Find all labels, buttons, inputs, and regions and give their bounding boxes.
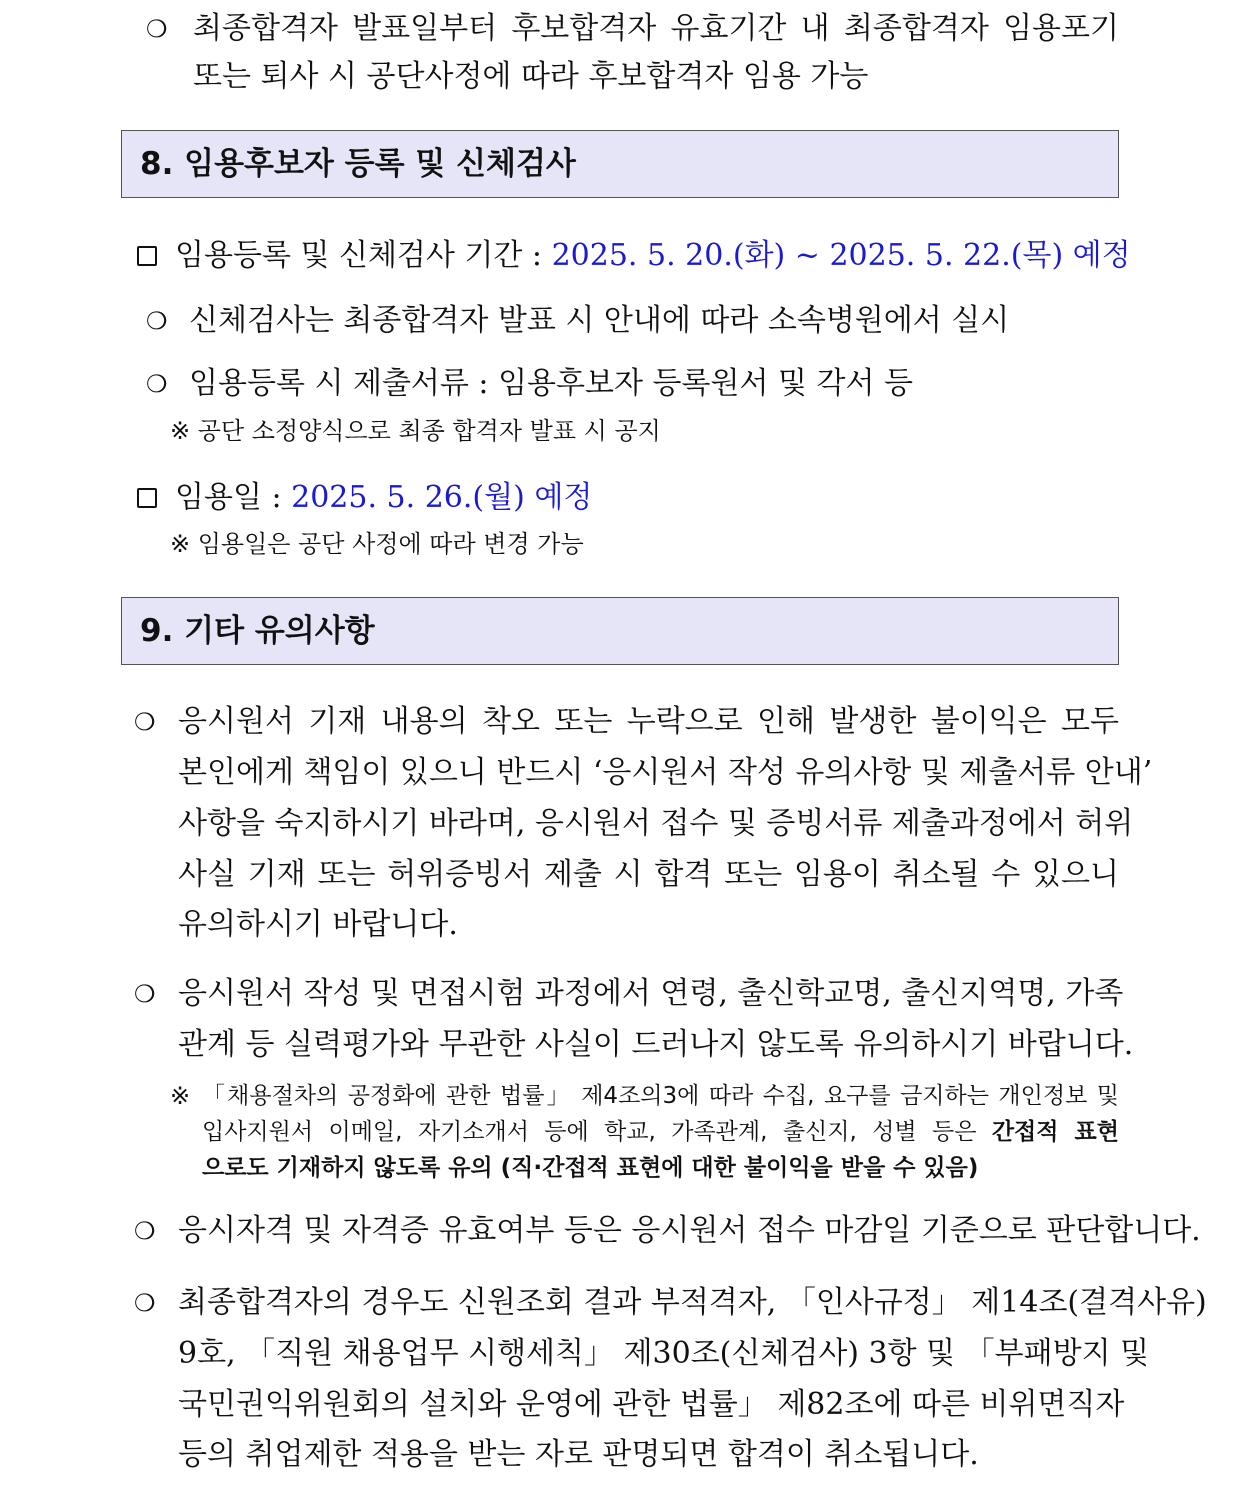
fair-hiring-note-line-2-plain: 입사지원서 이메일, 자기소개서 등에 학교, 가족관계, 출신지, 성별 등은 <box>202 1119 992 1145</box>
circle-bullet-icon: ❍ <box>134 708 156 736</box>
registration-period-value: 2025. 5. 20.(화) ~ 2025. 5. 22.(목) 예정 <box>551 238 1131 273</box>
item4-line: 9호, 「직원 채용업무 시행세칙」 제30조(신체검사) 3항 및 「부패방지 및 <box>178 1336 1150 1371</box>
section-9-header <box>121 597 1119 665</box>
intro-line-1: 최종합격자 발표일부터 후보합격자 유효기간 내 최종합격자 임용포기 <box>193 11 1119 46</box>
circle-bullet-icon: ❍ <box>134 980 156 1008</box>
circle-bullet-icon: ❍ <box>146 370 168 398</box>
item1-line: 유의하시기 바랍니다. <box>178 907 458 942</box>
appointment-note: ※ 임용일은 공단 사정에 따라 변경 가능 <box>170 530 584 558</box>
item1-line: 본인에게 책임이 있으니 반드시 ‘응시원서 작성 유의사항 및 제출서류 안내’ <box>178 755 1153 790</box>
item4-line: 최종합격자의 경우도 신원조회 결과 부적격자, 「인사규정」 제14조(결격사유) <box>178 1285 1207 1320</box>
fair-hiring-note-line-1: 「채용절차의 공정화에 관한 법률」 제4조의3에 따라 수집, 요구를 금지하는 개인정보 및 <box>202 1083 1119 1109</box>
item4-line: 등의 취업제한 적용을 받는 자로 판명되면 합격이 취소됩니다. <box>178 1437 979 1472</box>
fair-hiring-note-line-3-bold: 으로도 기재하지 않도록 유의 (직·간접적 표현에 대한 불이익을 받을 수 있음) <box>202 1155 979 1181</box>
documents-note: ※ 공단 소정양식으로 최종 합격자 발표 시 공지 <box>170 417 661 445</box>
intro-line-2: 또는 퇴사 시 공단사정에 따라 후보합격자 임용 가능 <box>193 59 869 94</box>
physical-exam-bullet: 신체검사는 최종합격자 발표 시 안내에 따라 소속병원에서 실시 <box>189 303 1010 338</box>
item1-line: 사항을 숙지하시기 바라며, 응시원서 접수 및 증빙서류 제출과정에서 허위 <box>178 806 1134 841</box>
section-9-title: 9. 기타 유의사항 <box>140 613 375 649</box>
circle-bullet-icon: ❍ <box>146 15 168 43</box>
section-8-header <box>121 130 1119 198</box>
appointment-date <box>175 478 592 518</box>
appointment-date-label: 임용일 : <box>175 480 292 515</box>
documents-bullet: 임용등록 시 제출서류 : 임용후보자 등록원서 및 각서 등 <box>189 366 913 401</box>
item4-line: 국민권익위원회의 설치와 운영에 관한 법률」 제82조에 따른 비위면직자 <box>178 1387 1125 1422</box>
item3-line: 응시자격 및 자격증 유효여부 등은 응시원서 접수 마감일 기준으로 판단합니다. <box>178 1213 1201 1248</box>
fair-hiring-note-line-2 <box>202 1115 1119 1149</box>
circle-bullet-icon: ❍ <box>134 1217 156 1245</box>
registration-period-label: 임용등록 및 신체검사 기간 : <box>175 238 552 273</box>
registration-period <box>175 236 1131 276</box>
item1-line: 응시원서 기재 내용의 착오 또는 누락으로 인해 발생한 불이익은 모두 <box>178 704 1119 739</box>
circle-bullet-icon: ❍ <box>146 307 168 335</box>
appointment-date-value: 2025. 5. 26.(월) 예정 <box>291 480 593 515</box>
square-bullet-icon <box>137 246 157 266</box>
square-bullet-icon <box>137 488 157 508</box>
section-8-title: 8. 임용후보자 등록 및 신체검사 <box>140 146 576 182</box>
circle-bullet-icon: ❍ <box>134 1289 156 1317</box>
fair-hiring-note-line-3 <box>202 1151 978 1185</box>
fair-hiring-note-line-2-bold: 간접적 표현 <box>991 1119 1119 1145</box>
item2-line: 응시원서 작성 및 면접시험 과정에서 연령, 출신학교명, 출신지역명, 가족 <box>178 976 1124 1011</box>
item1-line: 사실 기재 또는 허위증빙서 제출 시 합격 또는 임용이 취소될 수 있으니 <box>178 857 1119 892</box>
item2-line: 관계 등 실력평가와 무관한 사실이 드러나지 않도록 유의하시기 바랍니다. <box>178 1027 1134 1062</box>
fair-hiring-note-mark: ※ <box>170 1082 191 1110</box>
